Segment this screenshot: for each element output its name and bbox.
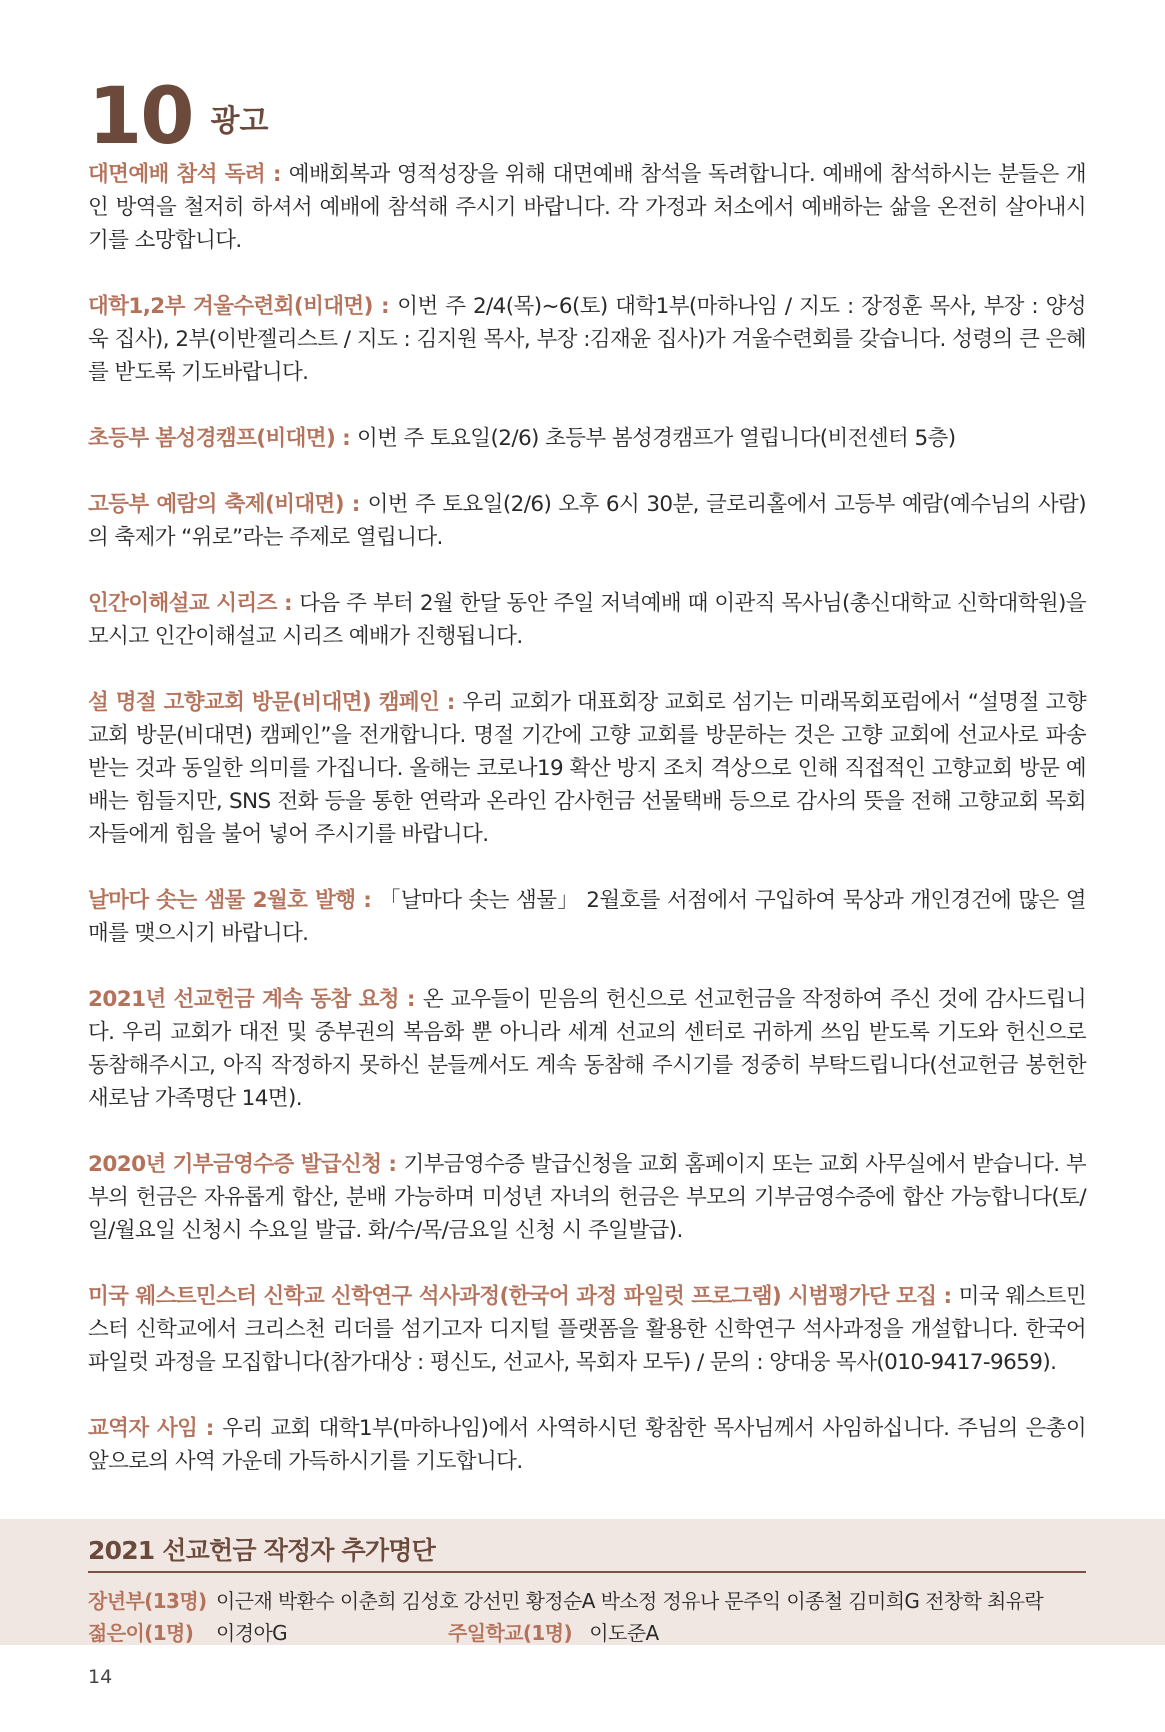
notice-body: 다음 주 부터 2월 한달 동안 주일 저녁예배 때 이관직 목사님(총신대학교 신학대학원)을 모시고 인간이해설교 시리즈 예배가 진행됩니다. bbox=[88, 591, 1086, 649]
donor-names: 이도준A bbox=[589, 1621, 659, 1645]
notice-title: 대면예배 참석 독려 : bbox=[88, 162, 289, 187]
notice-item bbox=[88, 422, 1086, 455]
notice-item bbox=[88, 158, 1086, 257]
donor-group-label: 주일학교(1명) bbox=[448, 1621, 572, 1645]
notice-title: 교역자 사임 : bbox=[88, 1416, 222, 1441]
notice-body: 기부금영수증 발급신청을 교회 홈페이지 또는 교회 사무실에서 받습니다. 부부의 헌금은 자유롭게 합산, 분배 가능하며 미성년 자녀의 헌금은 부모의 기부금영수증에 합산 가능합니다(토/일/월요일 신청시 수요일 발급. 화/수/목/금요일 신청 시 주일발급). bbox=[88, 1152, 1086, 1243]
notice-title: 미국 웨스트민스터 신학교 신학연구 석사과정(한국어 과정 파일럿 프로그램) 시범평가단 모집 : bbox=[88, 1284, 959, 1309]
notice-title: 초등부 봄성경캠프(비대면) : bbox=[88, 426, 357, 451]
notice-title: 고등부 예람의 축제(비대면) : bbox=[88, 492, 368, 517]
notice-body: 예배회복과 영적성장을 위해 대면예배 참석을 독려합니다. 예배에 참석하시는 분들은 개인 방역을 철저히 하셔서 예배에 참석해 주시기 바랍니다. 각 가정과 처소에서 예배하는 삶을 온전히 살아내시기를 소망합니다. bbox=[88, 162, 1086, 253]
notice-body: 「날마다 솟는 샘물」 2월호를 서점에서 구입하여 묵상과 개인경건에 많은 열매를 맺으시기 바랍니다. bbox=[88, 888, 1086, 946]
notice-list bbox=[88, 158, 1086, 1511]
divider bbox=[88, 1571, 1086, 1573]
donor-names: 이근재 박환수 이춘희 김성호 강선민 황정순A 박소정 정유나 문주익 이종철 김미희G 전창학 최유락 bbox=[216, 1589, 1044, 1613]
notice-item bbox=[88, 488, 1086, 554]
notice-title: 2020년 기부금영수증 발급신청 : bbox=[88, 1152, 403, 1177]
notice-item bbox=[88, 884, 1086, 950]
page-footer-number: 14 bbox=[88, 1666, 113, 1688]
notice-item bbox=[88, 983, 1086, 1115]
notice-title: 날마다 솟는 샘물 2월호 발행 : bbox=[88, 888, 379, 913]
donor-group-label: 장년부(13명) bbox=[88, 1589, 207, 1613]
notice-item bbox=[88, 1280, 1086, 1379]
section-title: 광고 bbox=[210, 104, 269, 139]
notice-title: 2021년 선교헌금 계속 동참 요청 : bbox=[88, 987, 423, 1012]
notice-body: 미국 웨스트민스터 신학교에서 크리스천 리더를 섬기고자 디지털 플랫폼을 활용한 신학연구 석사과정을 개설합니다. 한국어 파일럿 과정을 모집합니다(참가대상 : 평신도, 선교사, 목회자 모두) / 문의 : 양대웅 목사(010-9417-9659). bbox=[88, 1284, 1086, 1375]
donor-names: 이경아G bbox=[216, 1621, 288, 1645]
notice-item bbox=[88, 290, 1086, 389]
page-header bbox=[88, 72, 269, 162]
notice-title: 대학1,2부 겨울수련회(비대면) : bbox=[88, 294, 397, 319]
notice-body: 온 교우들이 믿음의 헌신으로 선교헌금을 작정하여 주신 것에 감사드립니다. 우리 교회가 대전 및 중부권의 복음화 뿐 아니라 세계 선교의 센터로 귀하게 쓰임 받도록 기도와 헌신으로 동참해주시고, 아직 작정하지 못하신 분들께서도 계속 동참해 주시기를 정중히 부탁드립니다(선교헌금 봉헌한 새로남 가족명단 14면). bbox=[88, 987, 1087, 1111]
donor-row bbox=[88, 1585, 1043, 1614]
notice-body: 이번 주 2/4(목)~6(토) 대학1부(마하나임 / 지도 : 장정훈 목사, 부장 : 양성욱 집사), 2부(이반젤리스트 / 지도 : 김지원 목사, 부장 :김재윤 집사)가 겨울수련회를 갖습니다. 성령의 큰 은혜를 받도록 기도바랍니다. bbox=[88, 294, 1086, 385]
notice-body: 이번 주 토요일(2/6) 오후 6시 30분, 글로리홀에서 고등부 예람(예수님의 사람)의 축제가 “위로”라는 주제로 열립니다. bbox=[88, 492, 1086, 550]
notice-item bbox=[88, 686, 1086, 851]
notice-body: 우리 교회가 대표회장 교회로 섬기는 미래목회포럼에서 “설명절 고향교회 방문(비대면) 캠페인”을 전개합니다. 명절 기간에 고향 교회를 방문하는 것은 고향 교회에 선교사로 파송받는 것과 동일한 의미를 가집니다. 올해는 코로나19 확산 방지 조치 격상으로 인해 직접적인 고향교회 방문 예배는 힘들지만, SNS 전화 등을 통한 연락과 온라인 감사헌금 선물택배 등으로 감사의 뜻을 전해 고향교회 목회자들에게 힘을 불어 넣어 주시기를 바랍니다. bbox=[88, 690, 1086, 847]
notice-item bbox=[88, 1412, 1086, 1478]
notice-item bbox=[88, 1148, 1086, 1247]
donor-list-box bbox=[0, 1519, 1165, 1645]
notice-item bbox=[88, 587, 1086, 653]
notice-body: 이번 주 토요일(2/6) 초등부 봄성경캠프가 열립니다(비전센터 5층) bbox=[356, 426, 956, 451]
donor-list-title: 2021 선교헌금 작정자 추가명단 bbox=[88, 1536, 435, 1565]
notice-body: 우리 교회 대학1부(마하나임)에서 사역하시던 황참한 목사님께서 사임하십니다. 주님의 은총이 앞으로의 사역 가운데 가득하시기를 기도합니다. bbox=[88, 1416, 1086, 1474]
notice-title: 설 명절 고향교회 방문(비대면) 캠페인 : bbox=[88, 690, 462, 715]
donor-row bbox=[88, 1617, 659, 1646]
notice-title: 인간이해설교 시리즈 : bbox=[88, 591, 299, 616]
donor-group-label: 젊은이(1명) bbox=[88, 1621, 194, 1645]
section-number: 10 bbox=[88, 72, 193, 162]
